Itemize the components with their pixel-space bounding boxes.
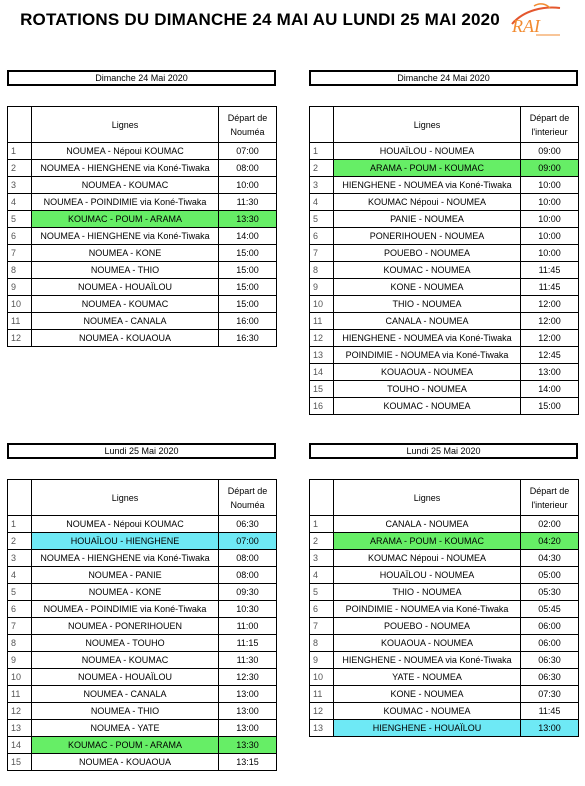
table-row bbox=[310, 618, 579, 635]
route-name: NOUMEA - Népoui KOUMAC bbox=[32, 516, 219, 533]
row-number: 5 bbox=[8, 211, 32, 228]
route-name: NOUMEA - KOUMAC bbox=[32, 652, 219, 669]
table-row bbox=[310, 177, 579, 194]
route-name: HIENGHENE - NOUMEA via Koné-Tiwaka bbox=[334, 652, 521, 669]
row-number: 13 bbox=[310, 720, 334, 737]
departure-time: 10:00 bbox=[219, 177, 277, 194]
route-name: KOUAOUA - NOUMEA bbox=[334, 364, 521, 381]
table-row bbox=[8, 703, 277, 720]
row-number: 4 bbox=[8, 194, 32, 211]
table-row bbox=[310, 211, 579, 228]
row-number: 2 bbox=[310, 160, 334, 177]
departure-time: 14:00 bbox=[219, 228, 277, 245]
departure-time: 13:30 bbox=[219, 211, 277, 228]
route-name: NOUMEA - THIO bbox=[32, 703, 219, 720]
departure-time: 13:00 bbox=[521, 720, 579, 737]
route-name: POUEBO - NOUMEA bbox=[334, 245, 521, 262]
departure-time: 10:00 bbox=[521, 211, 579, 228]
table-row bbox=[8, 720, 277, 737]
departure-time: 12:00 bbox=[521, 330, 579, 347]
table-header-sun-interior: Dimanche 24 Mai 2020 bbox=[309, 70, 578, 86]
row-number: 10 bbox=[8, 669, 32, 686]
col-departure: Départ de l'interieur bbox=[521, 480, 579, 516]
route-name: HIENGHENE - NOUMEA via Koné-Tiwaka bbox=[334, 330, 521, 347]
table-row bbox=[310, 398, 579, 415]
route-name: NOUMEA - POINDIMIE via Koné-Tiwaka bbox=[32, 601, 219, 618]
route-name: NOUMEA - KOUAOUA bbox=[32, 330, 219, 347]
row-number: 8 bbox=[8, 635, 32, 652]
route-name: NOUMEA - HIENGHENE via Koné-Tiwaka bbox=[32, 228, 219, 245]
route-name: NOUMEA - TOUHO bbox=[32, 635, 219, 652]
table-row bbox=[310, 330, 579, 347]
row-number: 11 bbox=[310, 686, 334, 703]
departure-time: 06:00 bbox=[521, 618, 579, 635]
table-row bbox=[8, 601, 277, 618]
row-number: 11 bbox=[8, 313, 32, 330]
departure-time: 02:00 bbox=[521, 516, 579, 533]
row-number: 6 bbox=[310, 228, 334, 245]
table-row bbox=[310, 516, 579, 533]
table-row bbox=[8, 533, 277, 550]
route-name: YATE - NOUMEA bbox=[334, 669, 521, 686]
departure-time: 05:30 bbox=[521, 584, 579, 601]
table-row bbox=[8, 194, 277, 211]
col-routes: Lignes bbox=[334, 107, 521, 143]
departure-time: 11:45 bbox=[521, 262, 579, 279]
row-number: 8 bbox=[8, 262, 32, 279]
route-name: HOUAÏLOU - HIENGHENE bbox=[32, 533, 219, 550]
table-row bbox=[8, 330, 277, 347]
table-row bbox=[8, 754, 277, 771]
departure-time: 06:30 bbox=[219, 516, 277, 533]
col-number bbox=[8, 107, 32, 143]
table-row bbox=[310, 160, 579, 177]
row-number: 9 bbox=[8, 279, 32, 296]
row-number: 14 bbox=[310, 364, 334, 381]
route-name: THIO - NOUMEA bbox=[334, 296, 521, 313]
table-row bbox=[8, 160, 277, 177]
route-name: TOUHO - NOUMEA bbox=[334, 381, 521, 398]
departure-time: 06:30 bbox=[521, 669, 579, 686]
row-number: 4 bbox=[310, 567, 334, 584]
route-name: NOUMEA - CANALA bbox=[32, 686, 219, 703]
departure-time: 15:00 bbox=[521, 398, 579, 415]
row-number: 6 bbox=[8, 228, 32, 245]
departure-time: 16:00 bbox=[219, 313, 277, 330]
col-departure: Départ de Nouméa bbox=[219, 480, 277, 516]
table-row bbox=[310, 347, 579, 364]
departure-time: 05:45 bbox=[521, 601, 579, 618]
schedule-table-mon-interior bbox=[309, 479, 579, 737]
table-row bbox=[8, 550, 277, 567]
departure-time: 15:00 bbox=[219, 245, 277, 262]
table-row bbox=[8, 177, 277, 194]
row-number: 11 bbox=[310, 313, 334, 330]
row-number: 15 bbox=[310, 381, 334, 398]
departure-time: 16:30 bbox=[219, 330, 277, 347]
departure-time: 10:00 bbox=[521, 177, 579, 194]
route-name: NOUMEA - Népoui KOUMAC bbox=[32, 143, 219, 160]
route-name: ARAMA - POUM - KOUMAC bbox=[334, 160, 521, 177]
table-row bbox=[8, 262, 277, 279]
row-number: 7 bbox=[8, 245, 32, 262]
table-row bbox=[8, 313, 277, 330]
table-row bbox=[8, 211, 277, 228]
table-row bbox=[310, 567, 579, 584]
row-number: 11 bbox=[8, 686, 32, 703]
departure-time: 15:00 bbox=[219, 262, 277, 279]
table-row bbox=[8, 516, 277, 533]
table-row bbox=[8, 686, 277, 703]
row-number: 9 bbox=[310, 279, 334, 296]
route-name: NOUMEA - PANIE bbox=[32, 567, 219, 584]
route-name: NOUMEA - THIO bbox=[32, 262, 219, 279]
row-number: 15 bbox=[8, 754, 32, 771]
col-number bbox=[310, 480, 334, 516]
route-name: NOUMEA - HOUAÏLOU bbox=[32, 279, 219, 296]
route-name: NOUMEA - HOUAÏLOU bbox=[32, 669, 219, 686]
table-row bbox=[8, 669, 277, 686]
table-row bbox=[310, 601, 579, 618]
departure-time: 08:00 bbox=[219, 567, 277, 584]
route-name: NOUMEA - CANALA bbox=[32, 313, 219, 330]
table-row bbox=[310, 194, 579, 211]
departure-time: 11:45 bbox=[521, 703, 579, 720]
row-number: 12 bbox=[310, 330, 334, 347]
table-header-mon-interior: Lundi 25 Mai 2020 bbox=[309, 443, 578, 459]
departure-time: 13:30 bbox=[219, 737, 277, 754]
row-number: 13 bbox=[8, 720, 32, 737]
table-row bbox=[310, 533, 579, 550]
route-name: NOUMEA - PONERIHOUEN bbox=[32, 618, 219, 635]
row-number: 13 bbox=[310, 347, 334, 364]
row-number: 10 bbox=[310, 296, 334, 313]
departure-time: 08:00 bbox=[219, 160, 277, 177]
route-name: HOUAÏLOU - NOUMEA bbox=[334, 567, 521, 584]
table-row bbox=[310, 381, 579, 398]
departure-time: 12:00 bbox=[521, 313, 579, 330]
route-name: POINDIMIE - NOUMEA via Koné-Tiwaka bbox=[334, 347, 521, 364]
row-number: 3 bbox=[8, 550, 32, 567]
departure-time: 12:45 bbox=[521, 347, 579, 364]
departure-time: 06:00 bbox=[521, 635, 579, 652]
row-number: 2 bbox=[8, 160, 32, 177]
table-row bbox=[8, 296, 277, 313]
row-number: 4 bbox=[310, 194, 334, 211]
departure-time: 13:00 bbox=[219, 720, 277, 737]
departure-time: 09:00 bbox=[521, 143, 579, 160]
row-number: 3 bbox=[310, 550, 334, 567]
route-name: KOUMAC - NOUMEA bbox=[334, 703, 521, 720]
table-row bbox=[8, 584, 277, 601]
departure-time: 06:30 bbox=[521, 652, 579, 669]
departure-time: 11:15 bbox=[219, 635, 277, 652]
row-number: 7 bbox=[310, 618, 334, 635]
row-number: 7 bbox=[310, 245, 334, 262]
departure-time: 15:00 bbox=[219, 296, 277, 313]
row-number: 6 bbox=[8, 601, 32, 618]
row-number: 14 bbox=[8, 737, 32, 754]
route-name: NOUMEA - KOUAOUA bbox=[32, 754, 219, 771]
col-departure: Départ de l'interieur bbox=[521, 107, 579, 143]
col-routes: Lignes bbox=[32, 480, 219, 516]
table-row bbox=[310, 550, 579, 567]
row-number: 12 bbox=[8, 330, 32, 347]
col-routes: Lignes bbox=[32, 107, 219, 143]
route-name: KOUMAC - NOUMEA bbox=[334, 398, 521, 415]
logo-text: RAI bbox=[512, 16, 540, 36]
table-row bbox=[8, 279, 277, 296]
departure-time: 08:00 bbox=[219, 550, 277, 567]
row-number: 8 bbox=[310, 635, 334, 652]
table-row bbox=[310, 279, 579, 296]
table-header-mon-noumea: Lundi 25 Mai 2020 bbox=[7, 443, 276, 459]
route-name: PANIE - NOUMEA bbox=[334, 211, 521, 228]
route-name: HIENGHENE - NOUMEA via Koné-Tiwaka bbox=[334, 177, 521, 194]
departure-time: 13:15 bbox=[219, 754, 277, 771]
row-number: 5 bbox=[310, 211, 334, 228]
departure-time: 15:00 bbox=[219, 279, 277, 296]
route-name: NOUMEA - KONE bbox=[32, 584, 219, 601]
departure-time: 10:00 bbox=[521, 194, 579, 211]
table-row bbox=[310, 652, 579, 669]
row-number: 10 bbox=[310, 669, 334, 686]
row-number: 1 bbox=[8, 143, 32, 160]
departure-time: 10:00 bbox=[521, 228, 579, 245]
departure-time: 04:20 bbox=[521, 533, 579, 550]
route-name: ARAMA - POUM - KOUMAC bbox=[334, 533, 521, 550]
route-name: KOUMAC - POUM - ARAMA bbox=[32, 737, 219, 754]
row-number: 12 bbox=[310, 703, 334, 720]
table-row bbox=[310, 296, 579, 313]
route-name: POUEBO - NOUMEA bbox=[334, 618, 521, 635]
departure-time: 04:30 bbox=[521, 550, 579, 567]
table-row bbox=[8, 143, 277, 160]
route-name: HIENGHENE - HOUAÏLOU bbox=[334, 720, 521, 737]
route-name: PONERIHOUEN - NOUMEA bbox=[334, 228, 521, 245]
row-number: 2 bbox=[310, 533, 334, 550]
departure-time: 11:30 bbox=[219, 194, 277, 211]
route-name: NOUMEA - HIENGHENE via Koné-Tiwaka bbox=[32, 550, 219, 567]
departure-time: 09:30 bbox=[219, 584, 277, 601]
departure-time: 12:30 bbox=[219, 669, 277, 686]
table-row bbox=[310, 635, 579, 652]
route-name: KOUAOUA - NOUMEA bbox=[334, 635, 521, 652]
table-row bbox=[310, 143, 579, 160]
departure-time: 07:00 bbox=[219, 143, 277, 160]
table-row bbox=[310, 364, 579, 381]
route-name: NOUMEA - YATE bbox=[32, 720, 219, 737]
table-header-sun-noumea: Dimanche 24 Mai 2020 bbox=[7, 70, 276, 86]
row-number: 5 bbox=[310, 584, 334, 601]
table-row bbox=[8, 228, 277, 245]
table-row bbox=[310, 228, 579, 245]
row-number: 1 bbox=[310, 143, 334, 160]
departure-time: 07:00 bbox=[219, 533, 277, 550]
table-row bbox=[8, 635, 277, 652]
col-number bbox=[8, 480, 32, 516]
page-title: ROTATIONS DU DIMANCHE 24 MAI AU LUNDI 25 MAI 2020 bbox=[20, 10, 500, 29]
departure-time: 12:00 bbox=[521, 296, 579, 313]
row-number: 3 bbox=[8, 177, 32, 194]
departure-time: 14:00 bbox=[521, 381, 579, 398]
row-number: 6 bbox=[310, 601, 334, 618]
row-number: 2 bbox=[8, 533, 32, 550]
row-number: 10 bbox=[8, 296, 32, 313]
row-number: 16 bbox=[310, 398, 334, 415]
table-row bbox=[310, 313, 579, 330]
route-name: NOUMEA - KOUMAC bbox=[32, 177, 219, 194]
route-name: NOUMEA - POINDIMIE via Koné-Tiwaka bbox=[32, 194, 219, 211]
departure-time: 10:30 bbox=[219, 601, 277, 618]
route-name: THIO - NOUMEA bbox=[334, 584, 521, 601]
route-name: CANALA - NOUMEA bbox=[334, 516, 521, 533]
col-departure: Départ de Nouméa bbox=[219, 107, 277, 143]
table-row bbox=[310, 686, 579, 703]
departure-time: 05:00 bbox=[521, 567, 579, 584]
company-logo bbox=[506, 2, 562, 38]
route-name: CANALA - NOUMEA bbox=[334, 313, 521, 330]
schedule-table-sun-noumea bbox=[7, 106, 277, 347]
col-number bbox=[310, 107, 334, 143]
route-name: POINDIMIE - NOUMEA via Koné-Tiwaka bbox=[334, 601, 521, 618]
row-number: 12 bbox=[8, 703, 32, 720]
table-row bbox=[8, 618, 277, 635]
departure-time: 07:30 bbox=[521, 686, 579, 703]
row-number: 8 bbox=[310, 262, 334, 279]
table-row bbox=[310, 262, 579, 279]
departure-time: 13:00 bbox=[219, 686, 277, 703]
table-row bbox=[310, 669, 579, 686]
departure-time: 13:00 bbox=[219, 703, 277, 720]
row-number: 5 bbox=[8, 584, 32, 601]
table-row bbox=[310, 584, 579, 601]
route-name: NOUMEA - HIENGHENE via Koné-Tiwaka bbox=[32, 160, 219, 177]
table-row bbox=[8, 737, 277, 754]
schedule-table-sun-interior bbox=[309, 106, 579, 415]
departure-time: 09:00 bbox=[521, 160, 579, 177]
table-row bbox=[8, 245, 277, 262]
departure-time: 10:00 bbox=[521, 245, 579, 262]
row-number: 7 bbox=[8, 618, 32, 635]
row-number: 3 bbox=[310, 177, 334, 194]
route-name: KOUMAC Népoui - NOUMEA bbox=[334, 550, 521, 567]
table-row bbox=[8, 652, 277, 669]
row-number: 4 bbox=[8, 567, 32, 584]
row-number: 1 bbox=[8, 516, 32, 533]
table-row bbox=[310, 245, 579, 262]
row-number: 9 bbox=[8, 652, 32, 669]
route-name: KOUMAC - NOUMEA bbox=[334, 262, 521, 279]
departure-time: 11:00 bbox=[219, 618, 277, 635]
route-name: KONE - NOUMEA bbox=[334, 686, 521, 703]
table-row bbox=[8, 567, 277, 584]
route-name: NOUMEA - KONE bbox=[32, 245, 219, 262]
departure-time: 11:45 bbox=[521, 279, 579, 296]
schedule-table-mon-noumea bbox=[7, 479, 277, 771]
route-name: HOUAÏLOU - NOUMEA bbox=[334, 143, 521, 160]
route-name: NOUMEA - KOUMAC bbox=[32, 296, 219, 313]
departure-time: 13:00 bbox=[521, 364, 579, 381]
row-number: 1 bbox=[310, 516, 334, 533]
departure-time: 11:30 bbox=[219, 652, 277, 669]
route-name: KOUMAC Népoui - NOUMEA bbox=[334, 194, 521, 211]
table-row bbox=[310, 720, 579, 737]
row-number: 9 bbox=[310, 652, 334, 669]
col-routes: Lignes bbox=[334, 480, 521, 516]
table-row bbox=[310, 703, 579, 720]
route-name: KONE - NOUMEA bbox=[334, 279, 521, 296]
route-name: KOUMAC - POUM - ARAMA bbox=[32, 211, 219, 228]
